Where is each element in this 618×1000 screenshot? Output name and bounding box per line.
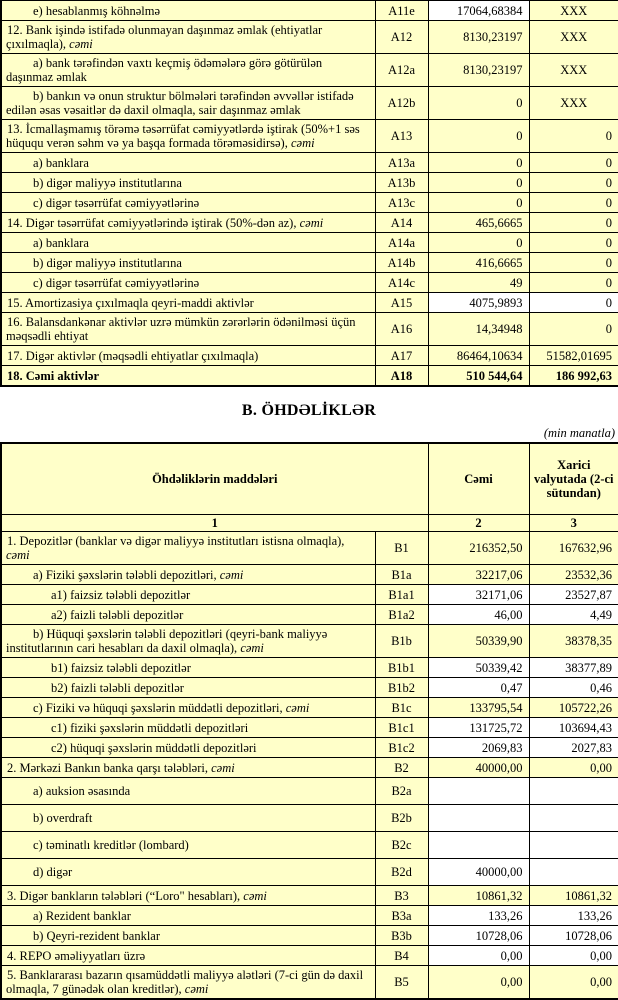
table-row — [1, 906, 618, 926]
row-code: A12 — [375, 21, 428, 54]
row-label — [1, 193, 375, 213]
row-value-total: 40000,00 — [428, 859, 529, 886]
row-code: A17 — [375, 346, 428, 366]
row-value-fx: 0 — [529, 253, 618, 273]
column-number-2: 2 — [428, 515, 529, 532]
row-label — [1, 1, 375, 21]
row-label — [1, 173, 375, 193]
row-code: A13a — [375, 153, 428, 173]
row-label-text: c) digər təsərrüfat cəmiyyətlərinə — [33, 195, 200, 210]
row-value-total — [428, 778, 529, 805]
row-label-text: 5. Banklararası bazarın qısamüddətli maliyyə alətləri (7-ci gün də daxil olmaqla, 7 günədək olan kreditlər), — [6, 968, 364, 996]
row-value-fx — [529, 832, 618, 859]
table-row — [1, 21, 618, 54]
row-value-total: 50339,42 — [428, 658, 529, 678]
row-value-fx: XXX — [529, 87, 618, 120]
row-label-text: 14. Digər təsərrüfat cəmiyyətlərində iştirak (50%-dən az), — [7, 215, 300, 230]
row-label-text: 16. Balansdankənar aktivlər uzrə mümkün zərərlərin ödənilməsi üçün məqsədli ehtiyat — [6, 315, 356, 343]
table-row — [1, 625, 618, 658]
row-value-total: 0 — [428, 233, 529, 253]
row-value-fx: 23532,36 — [529, 565, 618, 585]
row-code: A13b — [375, 173, 428, 193]
row-label-italic-suffix: cəmi — [211, 760, 235, 775]
table-row — [1, 366, 618, 387]
row-value-fx: 0 — [529, 313, 618, 346]
row-code: B5 — [375, 966, 428, 1000]
row-label-text: a) Fiziki şəxslərin tələbli depozitləri, — [33, 567, 220, 582]
row-value-fx: 38377,89 — [529, 658, 618, 678]
row-label-italic-suffix: cəmi — [299, 215, 324, 230]
row-value-total: 0 — [428, 193, 529, 213]
row-label-text: b) Qeyri-rezident banklar — [33, 928, 161, 943]
row-label-text: c) təminatlı kreditlər (lombard) — [33, 838, 189, 852]
row-label-text: d) digər — [33, 865, 73, 879]
row-label-text: 3. Digər bankların tələbləri (“Loro" hesabları), — [7, 888, 244, 903]
row-value-total: 10861,32 — [428, 886, 529, 906]
row-value-total: 4075,9893 — [428, 293, 529, 313]
row-value-fx: 0 — [529, 173, 618, 193]
row-code: B1c2 — [375, 738, 428, 758]
row-value-total: 510 544,64 — [428, 366, 529, 387]
table-row — [1, 293, 618, 313]
row-label-italic-suffix: cəmi — [184, 982, 209, 996]
row-value-fx: 2027,83 — [529, 738, 618, 758]
table-row — [1, 313, 618, 346]
row-label — [1, 565, 375, 585]
table-row — [1, 778, 618, 805]
row-label — [1, 886, 375, 906]
row-label-text: a) banklara — [33, 235, 89, 250]
row-label-text: 12. Bank işində istifadə olunmayan daşınmaz əmlak (ehtiyatlar çıxılmaqla), — [6, 23, 323, 51]
table-row — [1, 213, 618, 233]
row-value-fx: 105722,26 — [529, 698, 618, 718]
row-value-total: 416,6665 — [428, 253, 529, 273]
row-value-total: 50339,90 — [428, 625, 529, 658]
row-code: B1a1 — [375, 585, 428, 605]
row-label-text: 2. Mərkəzi Bankın banka qarşı tələbləri, — [7, 760, 212, 775]
table-row — [1, 532, 618, 565]
row-code: B2b — [375, 805, 428, 832]
row-label-text: 18. Cəmi aktivlər — [7, 368, 99, 383]
row-label — [1, 718, 375, 738]
row-value-fx: 10728,06 — [529, 926, 618, 946]
table-row — [1, 678, 618, 698]
row-label — [1, 21, 375, 54]
row-label — [1, 585, 375, 605]
table-row — [1, 120, 618, 153]
row-label — [1, 313, 375, 346]
row-code: B2 — [375, 758, 428, 778]
row-value-total: 465,6665 — [428, 213, 529, 233]
row-code: B3a — [375, 906, 428, 926]
row-label-text: c2) hüquqi şəxslərin müddətli depozitləri — [51, 740, 257, 755]
row-label-text: 15. Amortizasiya çıxılmaqla qeyri-maddi aktivlər — [7, 295, 254, 310]
column-header-total: Cəmi — [428, 443, 529, 515]
row-label-text: a2) faizli tələbli depozitlər — [51, 607, 184, 622]
table-row — [1, 946, 618, 966]
row-value-fx: XXX — [529, 54, 618, 87]
header-row — [1, 443, 618, 515]
row-value-total: 32217,06 — [428, 565, 529, 585]
row-label — [1, 213, 375, 233]
row-label-text: b) overdraft — [33, 811, 93, 825]
table-row — [1, 87, 618, 120]
row-label — [1, 87, 375, 120]
row-label — [1, 253, 375, 273]
row-value-fx: XXX — [529, 1, 618, 21]
table-row — [1, 585, 618, 605]
row-label-text: b) digər maliyyə institutlarına — [33, 175, 182, 190]
row-code: A14c — [375, 273, 428, 293]
row-value-fx: 0 — [529, 233, 618, 253]
row-value-total: 46,00 — [428, 605, 529, 625]
row-label — [1, 805, 375, 832]
row-label — [1, 366, 375, 387]
row-value-fx: 0,00 — [529, 946, 618, 966]
row-code: B1 — [375, 532, 428, 565]
row-value-fx: 0,00 — [529, 758, 618, 778]
row-label — [1, 926, 375, 946]
row-value-total: 131725,72 — [428, 718, 529, 738]
row-label-text: c) digər təsərrüfat cəmiyyətlərinə — [33, 275, 200, 290]
row-value-total: 8130,23197 — [428, 54, 529, 87]
row-value-fx — [529, 805, 618, 832]
column-number-1: 1 — [1, 515, 428, 532]
row-label-italic-suffix: cəmi — [6, 548, 30, 562]
table-row — [1, 346, 618, 366]
table-row — [1, 966, 618, 1000]
row-label-text: b) Hüquqi şəxslərin tələbli depozitləri (qeyri-bank maliyyə institutlarının cari hesabları da daxil olmaqla), — [6, 627, 328, 655]
row-value-fx: 133,26 — [529, 906, 618, 926]
row-label — [1, 605, 375, 625]
table-row — [1, 233, 618, 253]
table-row — [1, 273, 618, 293]
row-value-fx — [529, 859, 618, 886]
row-value-fx: 0 — [529, 120, 618, 153]
table-row — [1, 886, 618, 906]
row-label-text: a1) faizsiz tələbli depozitlər — [51, 587, 191, 602]
row-value-fx: 0 — [529, 193, 618, 213]
row-label-text: c) Fiziki və hüquqi şəxslərin müddətli depozitləri, — [33, 700, 286, 715]
row-label-text: e) hesablanmış köhnəlmə — [33, 3, 161, 18]
row-label — [1, 758, 375, 778]
row-value-total: 0,00 — [428, 966, 529, 1000]
row-code: B1b — [375, 625, 428, 658]
row-label-text: 13. İcmallaşmamış törəmə təsərrüfat cəmiyyətlərdə iştirak (50%+1 səs hüququ verən səhm və ya başqa formada törəməsidirsə), — [6, 122, 360, 150]
row-value-total: 2069,83 — [428, 738, 529, 758]
row-label — [1, 698, 375, 718]
unit-note: (min manatla) — [543, 426, 615, 440]
row-code: A13 — [375, 120, 428, 153]
table-row — [1, 605, 618, 625]
row-value-total: 8130,23197 — [428, 21, 529, 54]
table-row — [1, 193, 618, 213]
row-value-fx: 51582,01695 — [529, 346, 618, 366]
liabilities-table — [0, 442, 618, 1000]
table-row — [1, 698, 618, 718]
table-row — [1, 805, 618, 832]
row-value-total: 32171,06 — [428, 585, 529, 605]
row-value-fx: 103694,43 — [529, 718, 618, 738]
column-number-3: 3 — [529, 515, 618, 532]
row-code: B1c — [375, 698, 428, 718]
row-label — [1, 532, 375, 565]
row-label-text: b) digər maliyyə institutlarına — [33, 255, 182, 270]
row-value-total: 40000,00 — [428, 758, 529, 778]
table-row — [1, 1, 618, 21]
table-row — [1, 718, 618, 738]
row-code: A14 — [375, 213, 428, 233]
row-label — [1, 233, 375, 253]
table-row — [1, 926, 618, 946]
row-label-italic-suffix: cəmi — [240, 641, 264, 655]
row-label — [1, 946, 375, 966]
row-label-italic-suffix: cəmi — [290, 136, 315, 150]
row-value-total: 86464,10634 — [428, 346, 529, 366]
row-label — [1, 966, 375, 1000]
row-value-fx — [529, 778, 618, 805]
row-code: A12a — [375, 54, 428, 87]
row-value-total — [428, 832, 529, 859]
row-value-total: 0 — [428, 87, 529, 120]
section-b-title: B. ÖHDƏLİKLƏR — [241, 402, 377, 419]
row-label-text: b2) faizli tələbli depozitlər — [51, 680, 184, 695]
column-number-row — [1, 515, 618, 532]
row-label-text: a) bank tərəfindən vaxtı keçmiş ödəmələrə görə götürülən daşınmaz əmlak — [6, 56, 323, 84]
row-value-total: 0 — [428, 153, 529, 173]
row-code: B1a2 — [375, 605, 428, 625]
row-code: B3 — [375, 886, 428, 906]
row-code: A13c — [375, 193, 428, 213]
column-header-fx: Xarici valyutada (2-ci sütundan) — [529, 443, 618, 515]
row-code: B2a — [375, 778, 428, 805]
row-label-text: 17. Digər aktivlər (məqsədli ehtiyatlar çıxılmaqla) — [7, 348, 259, 363]
table-row — [1, 253, 618, 273]
row-code: A15 — [375, 293, 428, 313]
row-code: A14b — [375, 253, 428, 273]
row-value-fx: 23527,87 — [529, 585, 618, 605]
row-code: A18 — [375, 366, 428, 387]
table-row — [1, 565, 618, 585]
assets-table-continued — [0, 0, 618, 387]
row-code: B4 — [375, 946, 428, 966]
row-label — [1, 625, 375, 658]
row-label — [1, 859, 375, 886]
row-code: B2c — [375, 832, 428, 859]
row-label-text: a) Rezident banklar — [33, 908, 131, 923]
row-value-fx: 0,00 — [529, 966, 618, 1000]
row-value-total: 133,26 — [428, 906, 529, 926]
row-label — [1, 54, 375, 87]
row-label — [1, 738, 375, 758]
row-label-text: a) auksion əsasında — [33, 784, 131, 798]
row-label — [1, 153, 375, 173]
row-value-total: 49 — [428, 273, 529, 293]
row-label-text: 4. REPO əməliyyatları üzrə — [7, 948, 146, 963]
row-label — [1, 678, 375, 698]
table-row — [1, 738, 618, 758]
table-row — [1, 173, 618, 193]
row-code: B1b1 — [375, 658, 428, 678]
row-label — [1, 346, 375, 366]
row-label-italic-suffix: cəmi — [219, 567, 244, 582]
row-value-fx: 10861,32 — [529, 886, 618, 906]
row-code: A16 — [375, 313, 428, 346]
row-value-total: 133795,54 — [428, 698, 529, 718]
row-code: B2d — [375, 859, 428, 886]
row-code: B1c1 — [375, 718, 428, 738]
row-value-total: 0 — [428, 173, 529, 193]
table-row — [1, 758, 618, 778]
row-label — [1, 778, 375, 805]
row-label-italic-suffix: cəmi — [285, 700, 310, 715]
row-value-total: 0,00 — [428, 946, 529, 966]
row-value-fx: 0 — [529, 153, 618, 173]
row-value-fx: 0 — [529, 213, 618, 233]
row-code: A11e — [375, 1, 428, 21]
row-label — [1, 658, 375, 678]
row-value-total: 216352,50 — [428, 532, 529, 565]
row-value-total: 0,47 — [428, 678, 529, 698]
table-row — [1, 658, 618, 678]
column-header-items: Öhdəliklərin maddələri — [1, 443, 428, 515]
row-value-fx: 0,46 — [529, 678, 618, 698]
row-label-italic-suffix: cəmi — [243, 888, 267, 903]
row-code: B1a — [375, 565, 428, 585]
row-label-text: b1) faizsiz tələbli depozitlər — [51, 660, 191, 675]
row-value-total: 17064,68384 — [428, 1, 529, 21]
row-label-text: a) banklara — [33, 155, 89, 170]
row-label-text: c1) fiziki şəxslərin müddətli depozitləri — [51, 720, 249, 735]
row-value-fx: 0 — [529, 293, 618, 313]
table-row — [1, 153, 618, 173]
row-value-total: 10728,06 — [428, 926, 529, 946]
row-code: B3b — [375, 926, 428, 946]
row-value-fx: XXX — [529, 21, 618, 54]
row-value-fx: 4,49 — [529, 605, 618, 625]
table-row — [1, 54, 618, 87]
row-label — [1, 832, 375, 859]
row-code: B1b2 — [375, 678, 428, 698]
table-row — [1, 859, 618, 886]
row-value-total: 0 — [428, 120, 529, 153]
row-label-text: b) bankın və onun struktur bölmələri tərəfindən əvvəllər istifadə edilən əsas vəsaitlər də daxil olmaqla, sair daşınmaz əmlak — [6, 89, 354, 117]
row-label-text: 1. Depozitlər (banklar və digər maliyyə institutları istisna olmaqla), — [7, 534, 345, 548]
row-label — [1, 273, 375, 293]
row-code: A12b — [375, 87, 428, 120]
row-code: A14a — [375, 233, 428, 253]
row-label — [1, 120, 375, 153]
row-value-total: 14,34948 — [428, 313, 529, 346]
row-value-fx: 167632,96 — [529, 532, 618, 565]
row-value-fx: 0 — [529, 273, 618, 293]
row-value-fx: 38378,35 — [529, 625, 618, 658]
row-value-total — [428, 805, 529, 832]
row-label — [1, 293, 375, 313]
table-row — [1, 832, 618, 859]
row-value-fx: 186 992,63 — [529, 366, 618, 387]
row-label-italic-suffix: cəmi — [69, 37, 93, 51]
row-label — [1, 906, 375, 926]
